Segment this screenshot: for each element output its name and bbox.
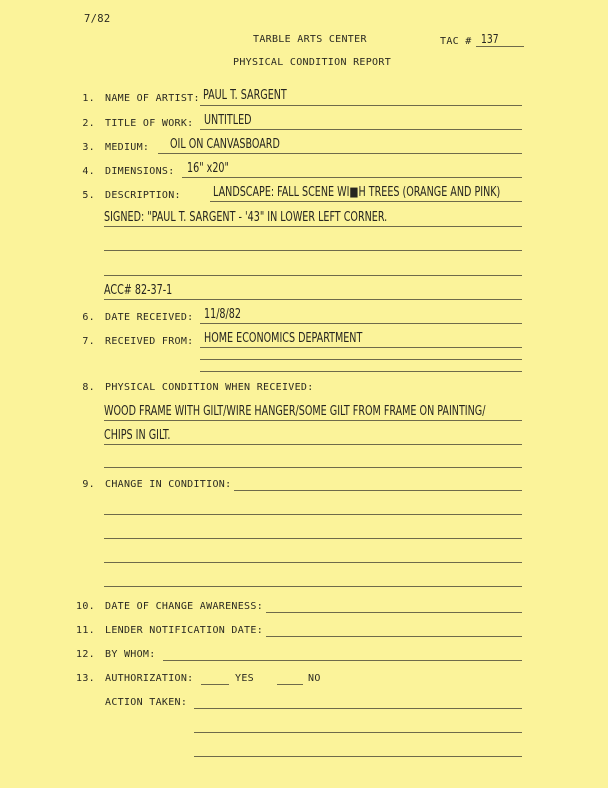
received-from-line bbox=[200, 371, 522, 372]
description-rule bbox=[104, 275, 522, 276]
description-line-1: LANDSCAPE: FALL SCENE WI■H TREES (ORANGE AND PINK) bbox=[213, 185, 501, 200]
medium-value: OIL ON CANVASBOARD bbox=[170, 137, 280, 152]
medium-line bbox=[158, 153, 522, 154]
description-rule bbox=[104, 226, 522, 227]
change-label: CHANGE IN CONDITION: bbox=[105, 479, 232, 490]
artist-value: PAUL T. SARGENT bbox=[203, 88, 287, 103]
report-title: PHYSICAL CONDITION REPORT bbox=[233, 57, 392, 68]
item-number: 2. bbox=[82, 118, 95, 129]
condition-rule bbox=[104, 420, 522, 421]
change-awareness-label: DATE OF CHANGE AWARENESS: bbox=[105, 601, 264, 612]
received-from-line bbox=[200, 347, 522, 348]
condition-label: PHYSICAL CONDITION WHEN RECEIVED: bbox=[105, 382, 314, 393]
item-number: 3. bbox=[82, 142, 95, 153]
received-from-label: RECEIVED FROM: bbox=[105, 336, 194, 347]
item-number: 4. bbox=[82, 166, 95, 177]
received-from-value: HOME ECONOMICS DEPARTMENT bbox=[204, 331, 363, 346]
title-line bbox=[200, 129, 522, 130]
dimensions-value: 16" x20" bbox=[187, 161, 229, 176]
no-label: NO bbox=[308, 673, 321, 684]
action-taken-label: ACTION TAKEN: bbox=[105, 697, 188, 708]
yes-blank bbox=[201, 684, 229, 685]
change-line bbox=[234, 490, 522, 491]
condition-line-2: CHIPS IN GILT. bbox=[104, 428, 171, 443]
item-number: 9. bbox=[82, 479, 95, 490]
action-taken-line bbox=[194, 756, 522, 757]
lender-notification-line bbox=[266, 636, 522, 637]
medium-label: MEDIUM: bbox=[105, 142, 150, 153]
title-label: TITLE OF WORK: bbox=[105, 118, 194, 129]
no-blank bbox=[277, 684, 303, 685]
change-awareness-line bbox=[266, 612, 522, 613]
tac-number: 137 bbox=[481, 31, 499, 46]
dimensions-line bbox=[182, 177, 522, 178]
item-number: 5. bbox=[82, 190, 95, 201]
artist-line bbox=[200, 105, 522, 106]
by-whom-label: BY WHOM: bbox=[105, 649, 156, 660]
item-number: 7. bbox=[82, 336, 95, 347]
by-whom-line bbox=[163, 660, 522, 661]
change-line bbox=[104, 586, 522, 587]
item-number: 12. bbox=[76, 649, 95, 660]
accession-number: ACC# 82-37-1 bbox=[104, 283, 173, 298]
received-from-line bbox=[200, 359, 522, 360]
item-number: 6. bbox=[82, 312, 95, 323]
action-taken-line bbox=[194, 708, 522, 709]
item-number: 1. bbox=[82, 93, 95, 104]
action-taken-line bbox=[194, 732, 522, 733]
center-name: TARBLE ARTS CENTER bbox=[253, 34, 367, 45]
change-line bbox=[104, 562, 522, 563]
description-label: DESCRIPTION: bbox=[105, 190, 181, 201]
date-received-label: DATE RECEIVED: bbox=[105, 312, 194, 323]
date-received-value: 11/8/82 bbox=[204, 307, 241, 322]
date-code: 7/82 bbox=[84, 13, 111, 25]
item-number: 10. bbox=[76, 601, 95, 612]
artist-label: NAME OF ARTIST: bbox=[105, 93, 200, 104]
dimensions-label: DIMENSIONS: bbox=[105, 166, 175, 177]
change-line bbox=[104, 514, 522, 515]
tac-line bbox=[476, 46, 524, 47]
item-number: 11. bbox=[76, 625, 95, 636]
title-value: UNTITLED bbox=[204, 113, 252, 128]
condition-rule bbox=[104, 467, 522, 468]
description-rule bbox=[104, 250, 522, 251]
item-number: 13. bbox=[76, 673, 95, 684]
tac-label: TAC # bbox=[440, 36, 472, 47]
change-line bbox=[104, 538, 522, 539]
item-number: 8. bbox=[82, 382, 95, 393]
authorization-label: AUTHORIZATION: bbox=[105, 673, 194, 684]
condition-line-1: WOOD FRAME WITH GILT/WIRE HANGER/SOME GILT FROM FRAME ON PAINTING/ bbox=[104, 404, 486, 419]
description-rule bbox=[210, 201, 522, 202]
condition-rule bbox=[104, 444, 522, 445]
lender-notification-label: LENDER NOTIFICATION DATE: bbox=[105, 625, 264, 636]
date-received-line bbox=[200, 323, 522, 324]
description-rule bbox=[104, 299, 522, 300]
description-line-2: SIGNED: "PAUL T. SARGENT - '43" IN LOWER LEFT CORNER. bbox=[104, 210, 388, 225]
yes-label: YES bbox=[235, 673, 254, 684]
